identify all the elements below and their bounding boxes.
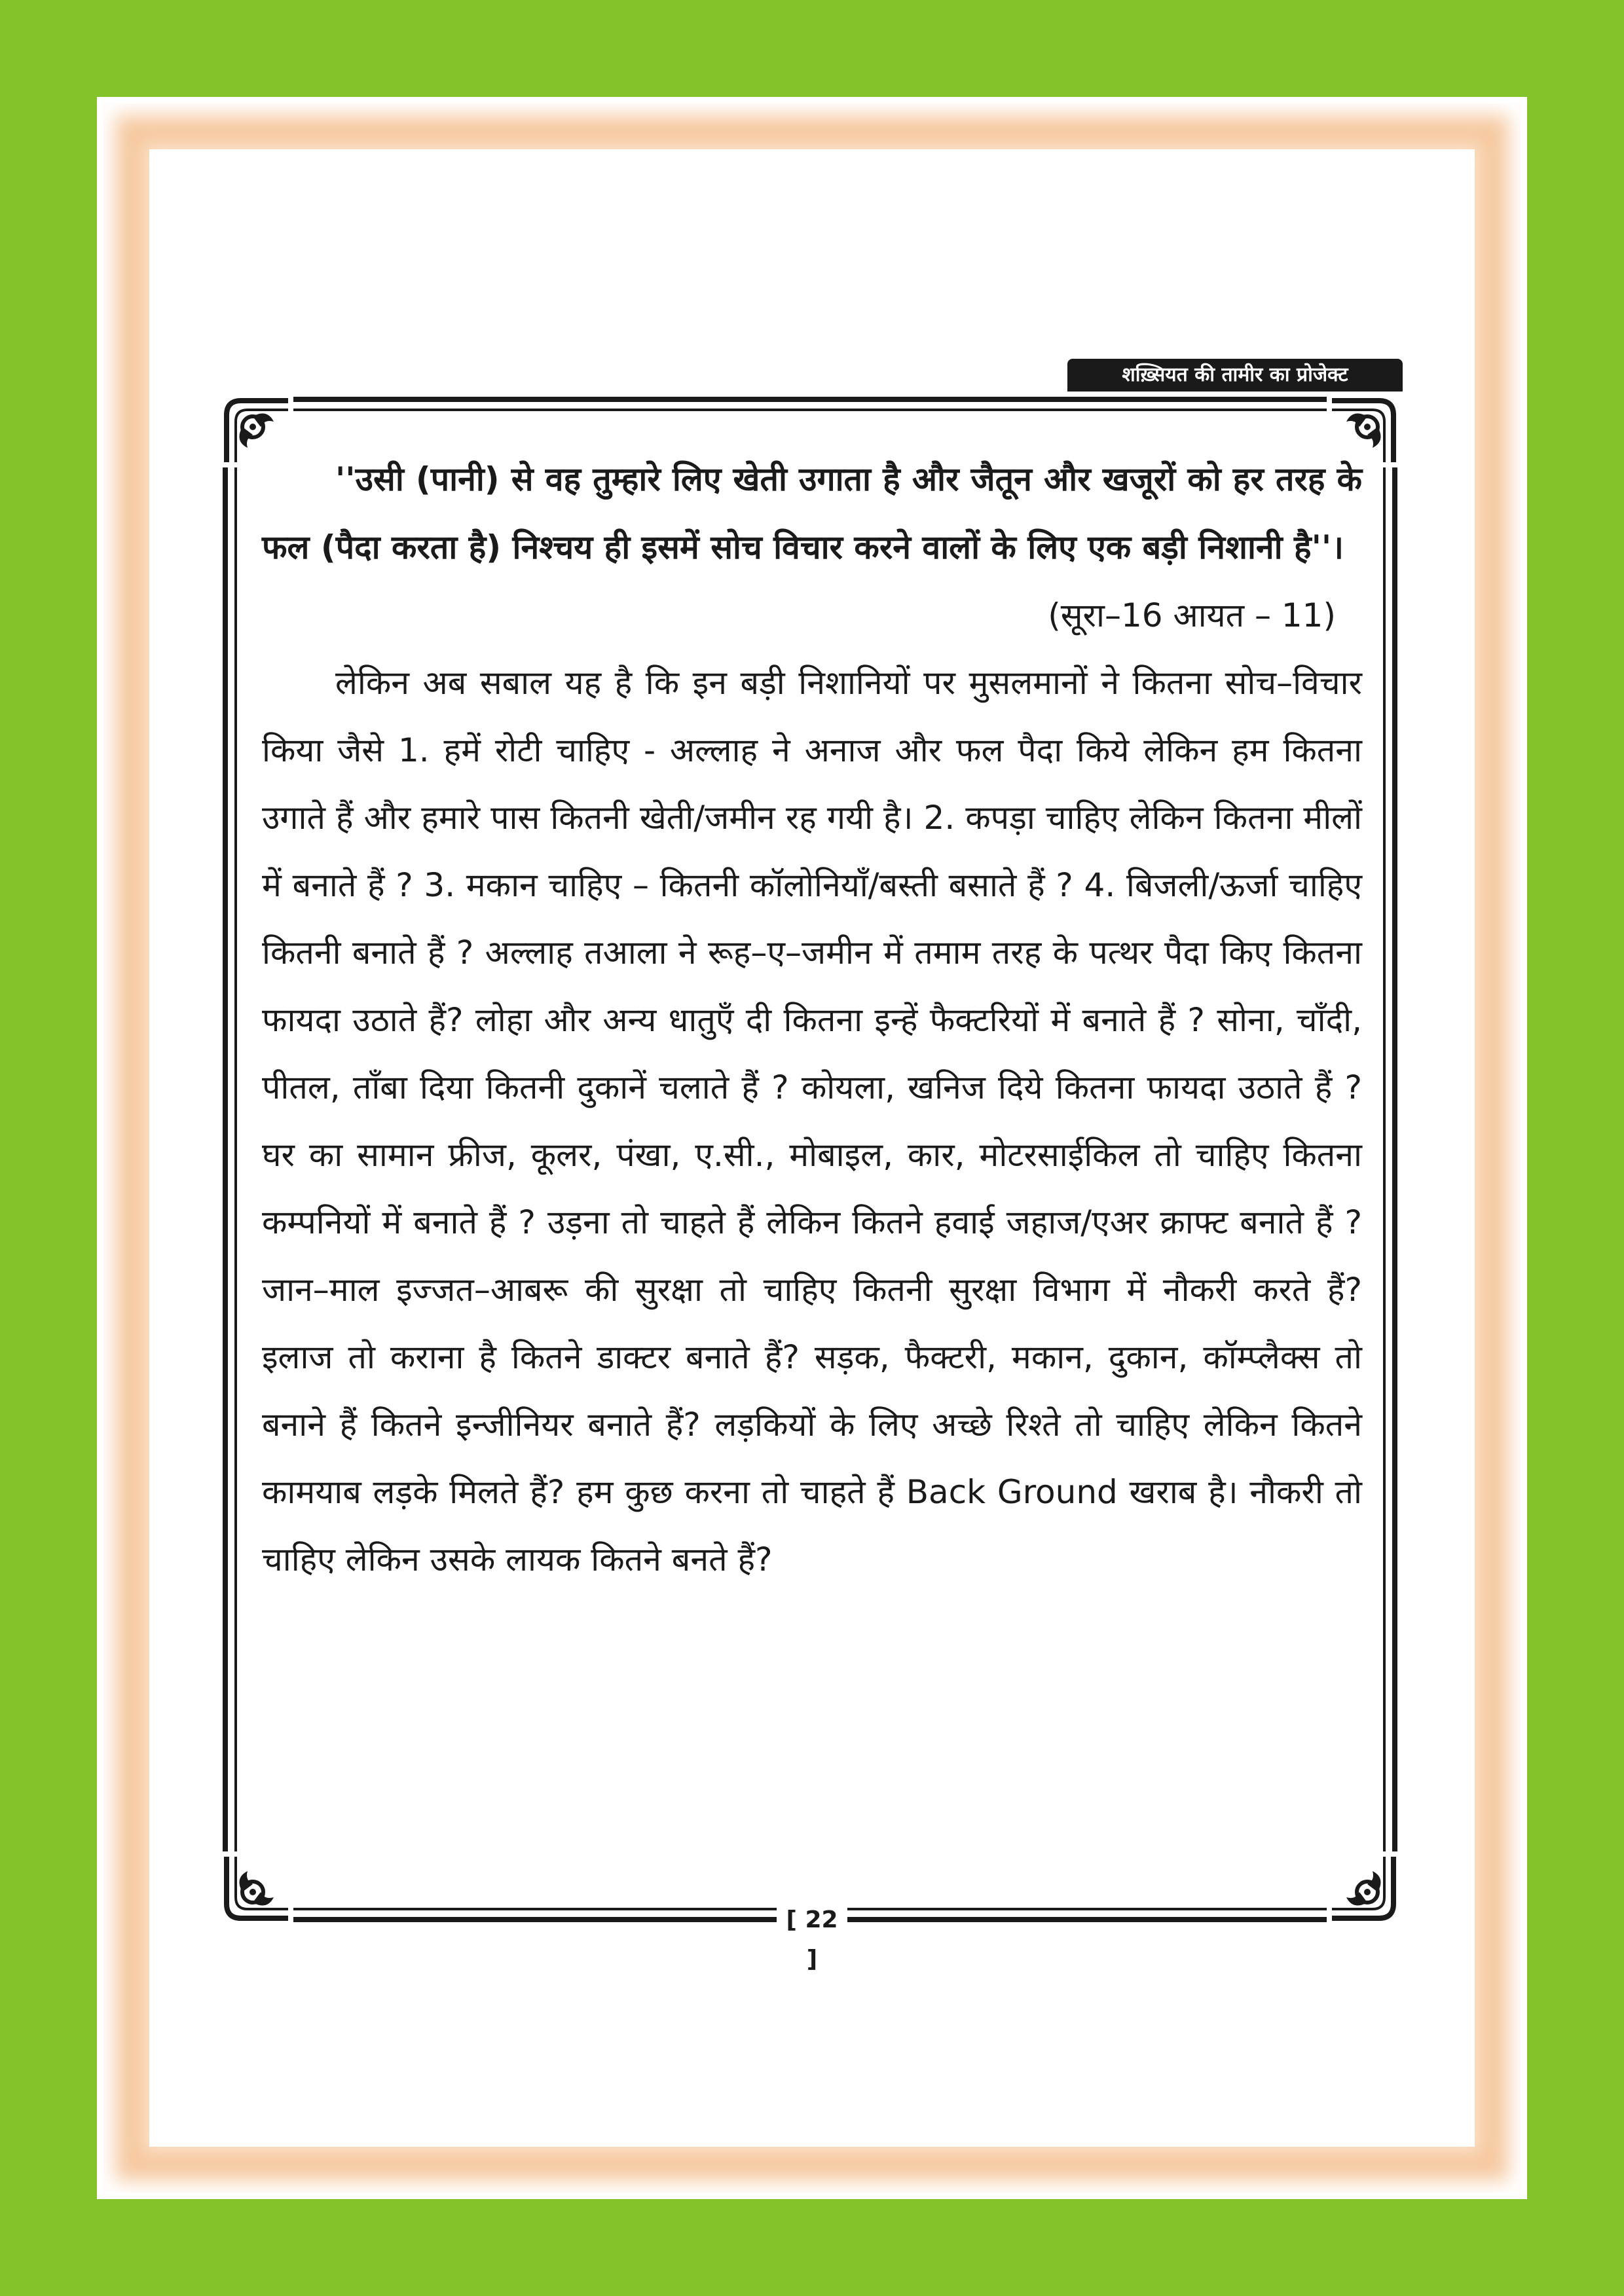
running-head: शख़्सियत की तामीर का प्रोजेक्ट <box>1067 359 1403 392</box>
page-content <box>262 445 1362 1594</box>
corner-ornament-icon <box>221 1851 293 1923</box>
quran-quote: ''उसी (पानी) से वह तुम्हारे लिए खेती उगाता है और जैतून और खजूरों को हर तरह के फल (पैदा करता है) निश्चय ही इसमें सोच विचार करने वालों के लिए एक बड़ी निशानी है''। <box>262 460 1362 566</box>
page-number: [ 22 ] <box>777 1901 847 1940</box>
corner-ornament-icon <box>1327 1851 1399 1923</box>
body-paragraph: लेकिन अब सबाल यह है कि इन बड़ी निशानियों पर मुसलमानों ने कितना सोच–विचार किया जैसे 1. हमें रोटी चाहिए - अल्लाह ने अनाज और फल पैदा किये लेकिन हम कितना उगाते हैं और हमारे पास कितनी खेती/जमीन रह गयी है। 2. कपड़ा चाहिए लेकिन कितना मीलों में बनाते हैं ? 3. मकान चाहिए – कितनी कॉलोनियाँ/बस्ती बसाते हैं ? 4. बिजली/ऊर्जा चाहिए कितनी बनाते हैं ? अल्लाह तआला ने रूह–ए–जमीन में तमाम तरह के पत्थर पैदा किए कितना फायदा उठाते हैं? लोहा और अन्य धातुएँ दी कितना इन्हें फैक्टरियों में बनाते हैं ? सोना, चाँदी, पीतल, ताँबा दिया कितनी दुकानें चलाते हैं ? कोयला, खनिज दिये कितना फायदा उठाते हैं ? घर का सामान फ्रीज, कूलर, पंखा, ए.सी., मोबाइल, कार, मोटरसाईकिल तो चाहिए कितना कम्पनियों में बनाते हैं ? उड़ना तो चाहते हैं लेकिन कितने हवाई जहाज/एअर क्राफ्ट बनाते हैं ? जान–माल इज्जत–आबरू की सुरक्षा तो चाहिए कितनी सुरक्षा विभाग में नौकरी करते हैं? इलाज तो कराना है कितने डाक्टर बनाते हैं? सड़क, फैक्टरी, मकान, दुकान, कॉम्प्लैक्स तो बनाने हैं कितने इन्जीनियर बनाते हैं? लड़कियों के लिए अच्छे रिश्ते तो चाहिए लेकिन कितने कामयाब लड़के मिलते हैं? हम कुछ करना तो चाहते हैं Back Ground खराब है। नौकरी तो चाहिए लेकिन उसके लायक कितने बनते हैं? <box>262 664 1362 1578</box>
quote-citation: (सूरा–16 आयत – 11) <box>1048 596 1336 634</box>
